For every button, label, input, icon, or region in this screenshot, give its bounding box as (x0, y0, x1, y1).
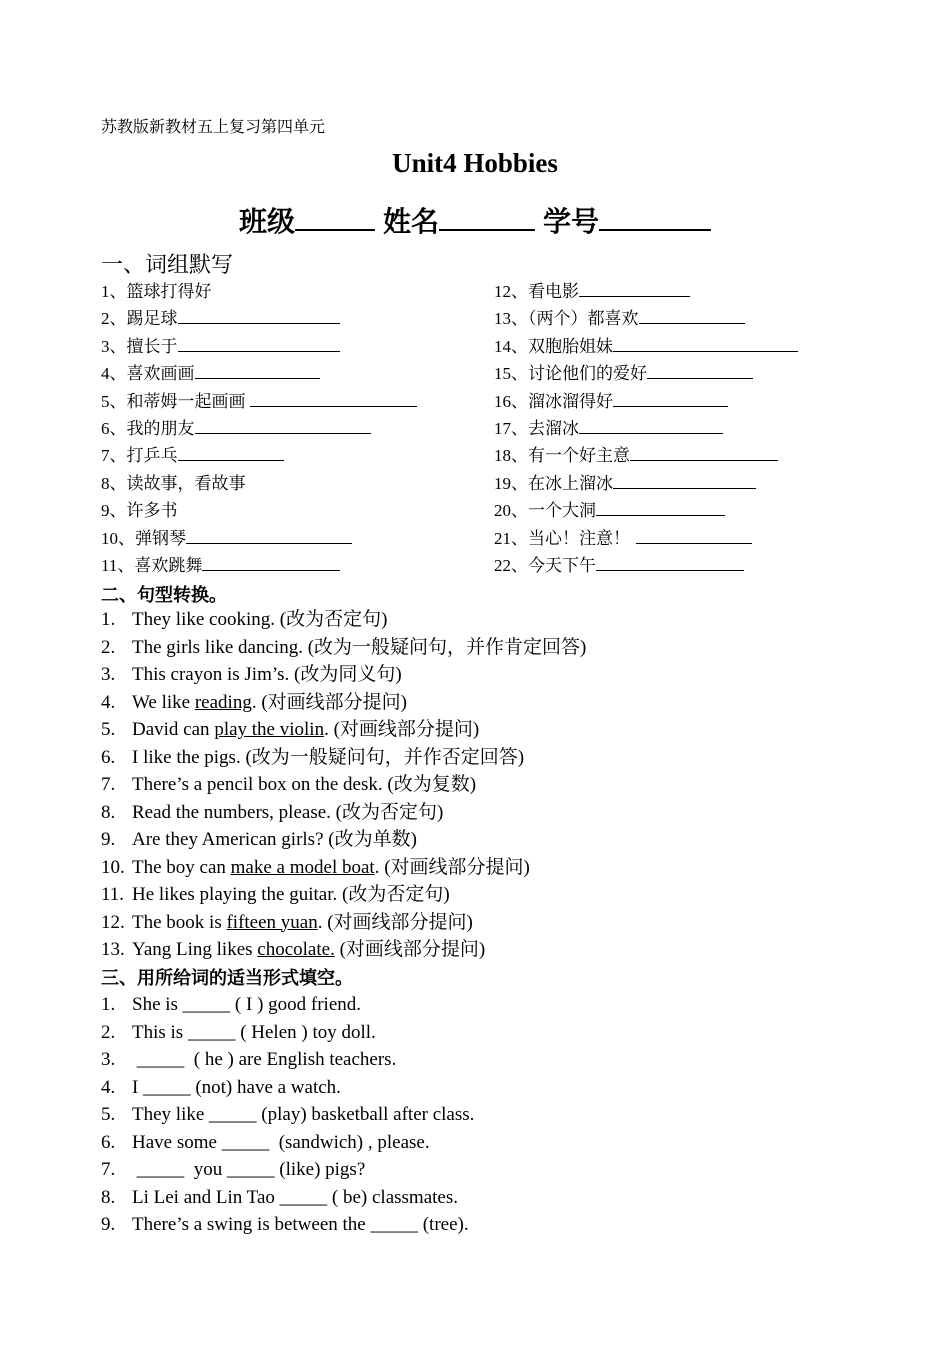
id-blank (599, 201, 711, 231)
question-number: 1. (101, 609, 116, 630)
question-text: She is _____ ( I ) good friend. (132, 994, 362, 1015)
vocab-prompt: 19、在冰上溜冰 (494, 473, 613, 493)
vocab-item (494, 497, 798, 524)
vocab-prompt: 15、讨论他们的爱好 (494, 364, 647, 384)
answer-blank (613, 334, 798, 352)
underlined-part: reading (194, 691, 252, 713)
question-text: This is _____ ( Helen ) toy doll. (132, 1021, 376, 1043)
question-item (101, 854, 586, 882)
question-number: 7. (101, 774, 116, 795)
question-number: 8. (101, 1186, 116, 1208)
question-text: I like the pigs. (改为一般疑问句，并作否定回答) (132, 746, 525, 768)
question-item (101, 881, 586, 909)
vocab-item (101, 415, 417, 442)
question-text: They like cooking. (改为否定句) (132, 609, 388, 630)
question-text: There’s a pencil box on the desk. (改为复数) (132, 774, 477, 795)
answer-blank (195, 361, 320, 379)
question-number: 3. (101, 1049, 116, 1070)
question-number: 9. (101, 1214, 116, 1235)
name-blank (439, 201, 535, 231)
answer-blank (596, 498, 725, 516)
underlined-part: play the violin (214, 719, 325, 740)
question-item (101, 744, 586, 772)
question-item (101, 1019, 474, 1047)
vocab-prompt: 9、许多书 (101, 501, 178, 521)
vocab-prompt: 13、（两个）都喜欢 (494, 309, 639, 329)
vocab-item (494, 415, 798, 442)
vocab-item (494, 360, 798, 387)
vocab-prompt: 20、一个大洞 (494, 501, 596, 521)
vocab-item (494, 470, 798, 497)
answer-blank (647, 361, 753, 379)
answer-blank (630, 443, 778, 461)
vocab-prompt: 11、喜欢跳舞 (101, 555, 203, 575)
question-text: Are they American girls? (改为单数) (132, 829, 417, 850)
vocab-item (101, 497, 417, 524)
question-number: 4. (101, 691, 116, 713)
question-number: 8. (101, 801, 116, 823)
class-blank (295, 201, 375, 231)
question-text: I _____ (not) have a watch. (132, 1076, 341, 1098)
question-item (101, 661, 586, 689)
vocab-item (101, 278, 417, 305)
page-title: Unit4 Hobbies (392, 148, 558, 178)
answer-blank (178, 334, 340, 352)
question-text: Read the numbers, please. (改为否定句) (132, 801, 444, 823)
question-text: He likes playing the guitar. (改为否定句) (132, 884, 450, 905)
question-number: 4. (101, 1076, 116, 1098)
answer-blank (186, 526, 352, 544)
question-number: 2. (101, 1021, 116, 1043)
answer-blank (579, 416, 723, 434)
class-label: 班级 (238, 207, 295, 238)
vocab-prompt: 7、打乒乓 (101, 446, 178, 466)
question-item (101, 1184, 474, 1212)
underlined-part: chocolate. (257, 939, 335, 960)
question-text: The boy can (132, 856, 231, 878)
vocab-prompt: 10、弹钢琴 (101, 528, 186, 548)
vocab-prompt: 5、和蒂姆一起画画 (101, 391, 250, 411)
question-number: 6. (101, 1131, 116, 1153)
vocab-column-right (494, 278, 798, 579)
vocab-prompt: 12、看电影 (494, 282, 579, 301)
student-info-line (0, 200, 950, 240)
question-text: Yang Ling likes (132, 939, 258, 960)
answer-blank (639, 306, 745, 324)
question-instruction: . (对画线部分提问) (324, 719, 480, 740)
vocab-item (494, 333, 798, 360)
answer-blank (195, 416, 371, 434)
question-number: 10. (101, 856, 125, 878)
vocab-prompt: 8、读故事，看故事 (101, 473, 246, 493)
vocab-item (101, 305, 417, 332)
vocab-item (494, 388, 798, 415)
answer-blank (178, 443, 284, 461)
id-label: 学号 (543, 207, 600, 238)
answer-blank (596, 553, 744, 571)
header-note: 苏教版新教材五上复习第四单元 (101, 119, 326, 136)
question-text: Li Lei and Lin Tao _____ ( be) classmates. (132, 1186, 458, 1208)
vocab-item (101, 442, 417, 469)
question-text: _____ you _____ (like) pigs? (132, 1159, 366, 1180)
vocab-prompt: 2、踢足球 (101, 309, 178, 329)
vocab-item (101, 333, 417, 360)
question-number: 11. (101, 884, 125, 905)
vocab-prompt: 17、去溜冰 (494, 418, 579, 438)
question-text: The book is (132, 911, 227, 933)
question-item (101, 1156, 474, 1184)
vocab-prompt: 14、双胞胎姐妹 (494, 336, 613, 356)
vocab-prompt: 4、喜欢画画 (101, 364, 195, 384)
question-instruction: . (对画线部分提问) (317, 911, 473, 933)
vocab-item (494, 442, 798, 469)
question-number: 12. (101, 911, 125, 933)
question-number: 5. (101, 719, 116, 740)
question-number: 2. (101, 636, 116, 658)
question-text: _____ ( he ) are English teachers. (132, 1049, 397, 1070)
underlined-part: make a model boat (230, 856, 375, 878)
vocab-item (101, 525, 417, 552)
question-item (101, 1046, 474, 1074)
question-instruction: . (对画线部分提问) (374, 856, 530, 878)
question-item (101, 826, 586, 854)
question-item (101, 716, 586, 744)
question-item (101, 799, 586, 827)
question-item (101, 606, 586, 634)
question-item (101, 1211, 474, 1239)
vocab-prompt: 21、当心！注意！ (494, 528, 630, 548)
question-number: 9. (101, 829, 116, 850)
vocab-item (494, 552, 798, 579)
name-label: 姓名 (382, 207, 439, 238)
question-number: 3. (101, 664, 116, 685)
question-text: This crayon is Jim’s. (改为同义句) (132, 664, 402, 685)
vocab-prompt: 18、有一个好主意 (494, 446, 630, 466)
question-text: David can (132, 719, 215, 740)
answer-blank (579, 279, 690, 297)
question-number: 1. (101, 994, 116, 1015)
answer-blank (178, 306, 340, 324)
question-text: There’s a swing is between the _____ (tree). (132, 1214, 469, 1235)
question-text: We like (132, 691, 195, 713)
vocab-item (494, 525, 798, 552)
vocab-column-left (101, 278, 417, 579)
question-item (101, 689, 586, 717)
question-item (101, 1129, 474, 1157)
section2-heading: 二、句型转换。 (101, 585, 227, 605)
question-item (101, 1101, 474, 1129)
section3-heading: 三、用所给词的适当形式填空。 (101, 968, 353, 988)
question-item (101, 1074, 474, 1102)
answer-blank (613, 389, 728, 407)
vocab-item (494, 278, 798, 305)
vocab-item (494, 305, 798, 332)
vocab-item (101, 360, 417, 387)
question-item (101, 936, 586, 964)
question-item (101, 991, 474, 1019)
question-item (101, 771, 586, 799)
question-text: Have some _____ (sandwich) , please. (132, 1131, 430, 1153)
sentence-transform-list (101, 606, 586, 964)
question-number: 13. (101, 939, 125, 960)
answer-blank (202, 553, 340, 571)
question-number: 7. (101, 1159, 116, 1180)
question-text: The girls like dancing. (改为一般疑问句，并作肯定回答) (132, 636, 587, 658)
underlined-part: fifteen yuan (226, 911, 318, 933)
answer-blank (613, 471, 756, 489)
vocab-prompt: 3、擅长于 (101, 336, 178, 356)
question-number: 5. (101, 1104, 116, 1125)
vocab-prompt: 22、今天下午 (494, 555, 596, 575)
question-item (101, 634, 586, 662)
vocab-prompt: 16、溜冰溜得好 (494, 391, 613, 411)
vocab-item (101, 388, 417, 415)
answer-blank (250, 389, 417, 407)
fill-in-list (101, 991, 474, 1239)
vocab-item (101, 470, 417, 497)
answer-blank (636, 526, 752, 544)
section1-heading: 一、词组默写 (101, 252, 234, 277)
vocab-prompt: 1、篮球打得好 (101, 282, 212, 301)
question-text: They like _____ (play) basketball after class. (132, 1104, 475, 1125)
question-instruction: . (对画线部分提问) (251, 691, 407, 713)
vocab-item (101, 552, 417, 579)
question-instruction: (对画线部分提问) (334, 939, 486, 960)
question-item (101, 909, 586, 937)
question-number: 6. (101, 746, 116, 768)
vocab-prompt: 6、我的朋友 (101, 418, 195, 438)
